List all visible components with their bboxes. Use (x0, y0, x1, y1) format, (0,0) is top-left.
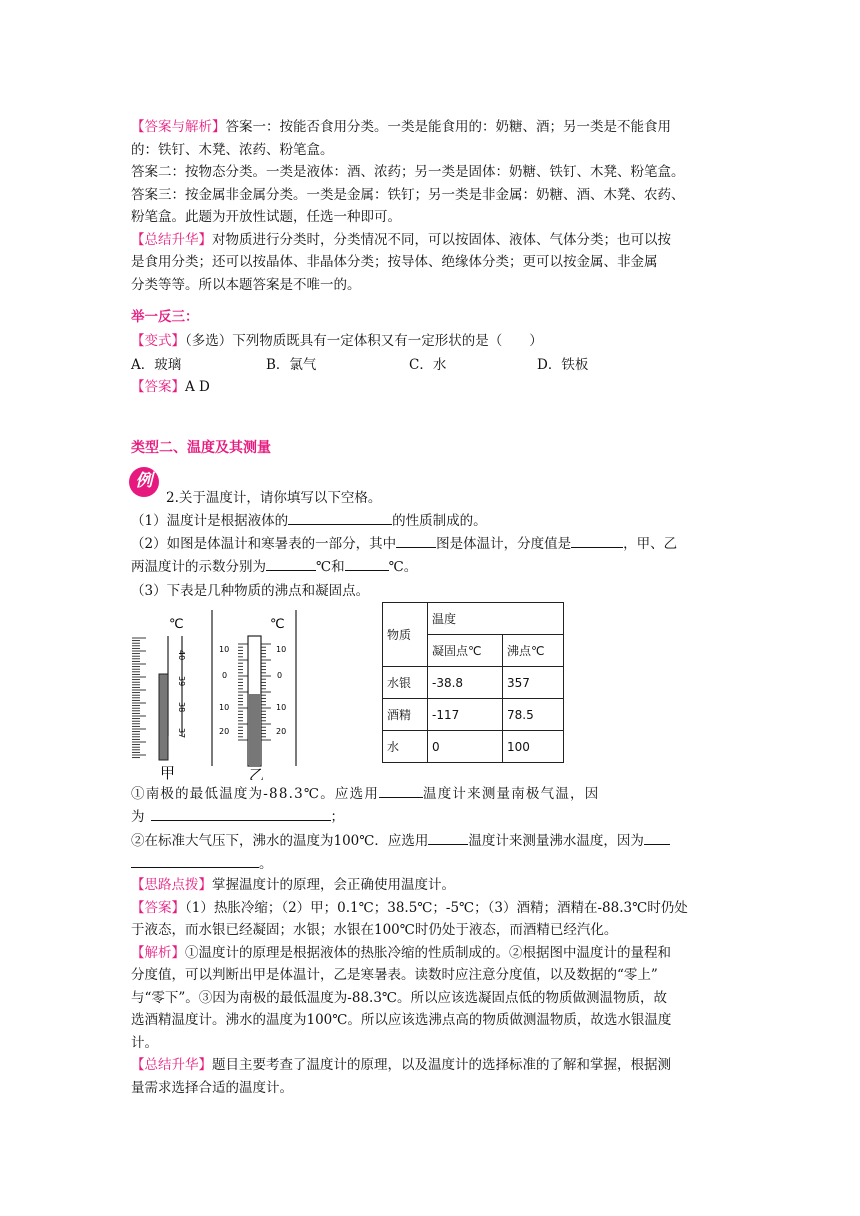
sub2-text-c: 。 (259, 855, 273, 872)
thermometer-jia (132, 617, 186, 780)
solution-block (131, 874, 731, 1099)
variant-answer-text: A D (185, 379, 210, 395)
yi-right-0: 0 (277, 671, 283, 680)
variant-tag: 【变式】 (131, 333, 185, 349)
summary-tag: 【总结升华】 (131, 231, 212, 248)
blank-reason-2b (131, 853, 259, 868)
blank-reason-1 (151, 806, 331, 821)
yi-right-10b: 10 (276, 703, 287, 712)
answer-two: 答案二：按物态分类。一类是液体：酒、浓药；另一类是固体：奶糖、铁钉、木凳、粉笔盒。 (131, 164, 685, 180)
blank-boiling (428, 830, 468, 845)
jia-tick-39: 39 (177, 676, 186, 687)
jia-unit: ℃ (169, 617, 184, 632)
row-freezing: -38.8 (428, 667, 503, 699)
yi-unit: ℃ (270, 617, 285, 632)
thermometer-yi (212, 610, 296, 780)
jia-caption: 甲 (160, 764, 176, 780)
summary-line1: 对物质进行分类时，分类情况不同，可以按固体、液体、气体分类；也可以按 (212, 231, 671, 248)
question-part2 (131, 533, 731, 578)
analysis-line3: 与“零下”。③因为南极的最低温度为-88.3℃。所以应该选凝固点低的物质做测温物质，故 (131, 989, 668, 1006)
sub1-text-a: ①南极的最低温度为-88.3℃。应选用 (131, 786, 380, 802)
subquestion-1 (131, 783, 731, 828)
answer-analysis-block (131, 116, 731, 296)
hint-text: 掌握温度计的原理，会正确使用温度计。 (212, 877, 455, 893)
question-part3: （3）下表是几种物质的沸点和凝固点。 (131, 583, 370, 599)
row-freezing: 0 (428, 731, 503, 763)
variant-answer (131, 376, 731, 399)
row-boiling: 78.5 (503, 699, 564, 731)
analysis-line2: 分度值，可以判断出甲是体温计，乙是寒暑表。读数时应注意分度值，以及数据的“零上” (131, 967, 658, 983)
table-row (383, 731, 564, 763)
yi-right-10: 10 (276, 645, 287, 654)
header-temperature: 温度 (428, 603, 564, 635)
header-boiling: 沸点℃ (503, 635, 564, 667)
practice-heading: 举一反三： (131, 309, 199, 325)
row-name: 水银 (383, 667, 428, 699)
variant-answer-tag: 【答案】 (131, 379, 185, 395)
option-d: D．铁板 (537, 357, 589, 373)
example-icon: 例 (129, 467, 159, 497)
blank-principle (288, 510, 392, 525)
part2-text-c: ，甲、乙 (623, 536, 678, 552)
part2-text-f: ℃。 (388, 558, 418, 575)
answer-three-line2: 粉笔盒。此题为开放性试题，任选一种即可。 (131, 209, 401, 225)
yi-left-0: 0 (222, 671, 228, 680)
summary2-line1: 题目主要考查了温度计的原理，以及温度计的选择标准的了解和掌握，根据测 (212, 1057, 671, 1073)
analysis-line5: 计。 (131, 1034, 158, 1051)
sub1-text-c: 为 (131, 808, 145, 825)
variant-options (131, 353, 731, 375)
blank-thermometer (396, 533, 436, 548)
subquestion-2 (131, 830, 731, 875)
blank-reading-yi (345, 556, 389, 571)
hint-tag: 【思路点拨】 (131, 877, 212, 893)
sub2-text-a: ②在标准大气压下，沸水的温度为100℃．应选用 (131, 833, 429, 849)
blank-reason-2a (644, 830, 670, 845)
row-boiling: 100 (503, 731, 564, 763)
table-row (383, 667, 564, 699)
header-substance: 物质 (383, 603, 428, 667)
answer-analysis-tag: 【答案与解析】 (131, 119, 226, 135)
part2-text-a: （2）如图是体温计和寒暑表的一部分，其中 (131, 536, 397, 552)
jia-tick-38: 38 (177, 702, 186, 713)
table-row (383, 699, 564, 731)
melting-boiling-table (382, 602, 564, 763)
part1-text-b: 的性质制成的。 (392, 513, 487, 529)
blank-reading-jia (266, 556, 316, 571)
summary-line2: 是食用分类；还可以按晶体、非晶体分类；按导体、绝缘体分类；更可以按金属、非金属 (131, 254, 658, 270)
section-title: 类型二、温度及其测量 (131, 440, 271, 456)
analysis-line4: 选酒精温度计。沸水的温度为100℃。所以应该选沸点高的物质做测温物质，故选水银温度 (131, 1012, 672, 1028)
header-freezing: 凝固点℃ (428, 635, 503, 667)
answer-line1: （1）热胀冷缩；（2）甲；0.1℃；38.5℃；-5℃；（3）酒精；酒精在-88.3℃时仍处 (185, 899, 688, 916)
answer-three-line1: 答案三：按金属非金属分类。一类是金属：铁钉；另一类是非金属：奶糖、酒、木凳、农药、 (131, 186, 685, 203)
row-name: 水 (383, 731, 428, 763)
answer-one-line1: 答案一：按能否食用分类。一类是能食用的：奶糖、酒；另一类是不能食用 (225, 119, 671, 135)
question-part1 (131, 510, 731, 533)
question-intro: 2.关于温度计，请你填写以下空格。 (166, 490, 382, 506)
row-freezing: -117 (428, 699, 503, 731)
yi-left-10: 10 (219, 645, 230, 654)
answer-line2: 于液态，而水银已经凝固；水银；水银在100℃时仍处于液态，而酒精已经汽化。 (131, 922, 618, 938)
part2-text-d: 两温度计的示数分别为 (131, 558, 266, 575)
summary2-line2: 量需求选择合适的温度计。 (131, 1079, 293, 1096)
sub1-text-b: 温度计来测量南极气温，因 (423, 786, 600, 802)
thermometer-figure (128, 606, 298, 780)
part2-text-e: ℃和 (316, 558, 345, 575)
analysis-tag: 【解析】 (131, 944, 185, 961)
summary2-tag: 【总结升华】 (131, 1057, 212, 1073)
jia-tick-37: 37 (177, 728, 186, 739)
option-c: C．水 (409, 357, 447, 373)
variant-question (131, 330, 731, 353)
jia-tick-40: 40 (177, 650, 186, 661)
yi-right-20: 20 (276, 727, 287, 736)
part2-text-b: 图是体温计，分度值是 (436, 536, 572, 552)
sub2-text-b: 温度计来测量沸水温度，因为 (468, 833, 644, 849)
row-name: 酒精 (383, 699, 428, 731)
answer-one-line2: 的：铁钉、木凳、浓药、粉笔盒。 (131, 141, 334, 158)
blank-division (571, 533, 623, 548)
answer-tag: 【答案】 (131, 899, 185, 916)
option-a: A．玻璃 (131, 357, 182, 373)
row-boiling: 357 (503, 667, 564, 699)
summary-line3: 分类等等。所以本题答案是不唯一的。 (131, 276, 361, 293)
blank-south-pole (379, 783, 423, 798)
option-b: B．氯气 (266, 357, 317, 373)
part1-text-a: （1）温度计是根据液体的 (131, 513, 289, 529)
variant-text: （多选）下列物质既具有一定体积又有一定形状的是（ ） (185, 333, 543, 349)
yi-left-10b: 10 (219, 703, 230, 712)
analysis-line1: ①温度计的原理是根据液体的热胀冷缩的性质制成的。②根据图中温度计的量程和 (185, 944, 671, 961)
yi-caption: 乙 (249, 766, 265, 780)
sub1-text-d: ； (330, 808, 344, 825)
yi-left-20: 20 (219, 727, 230, 736)
